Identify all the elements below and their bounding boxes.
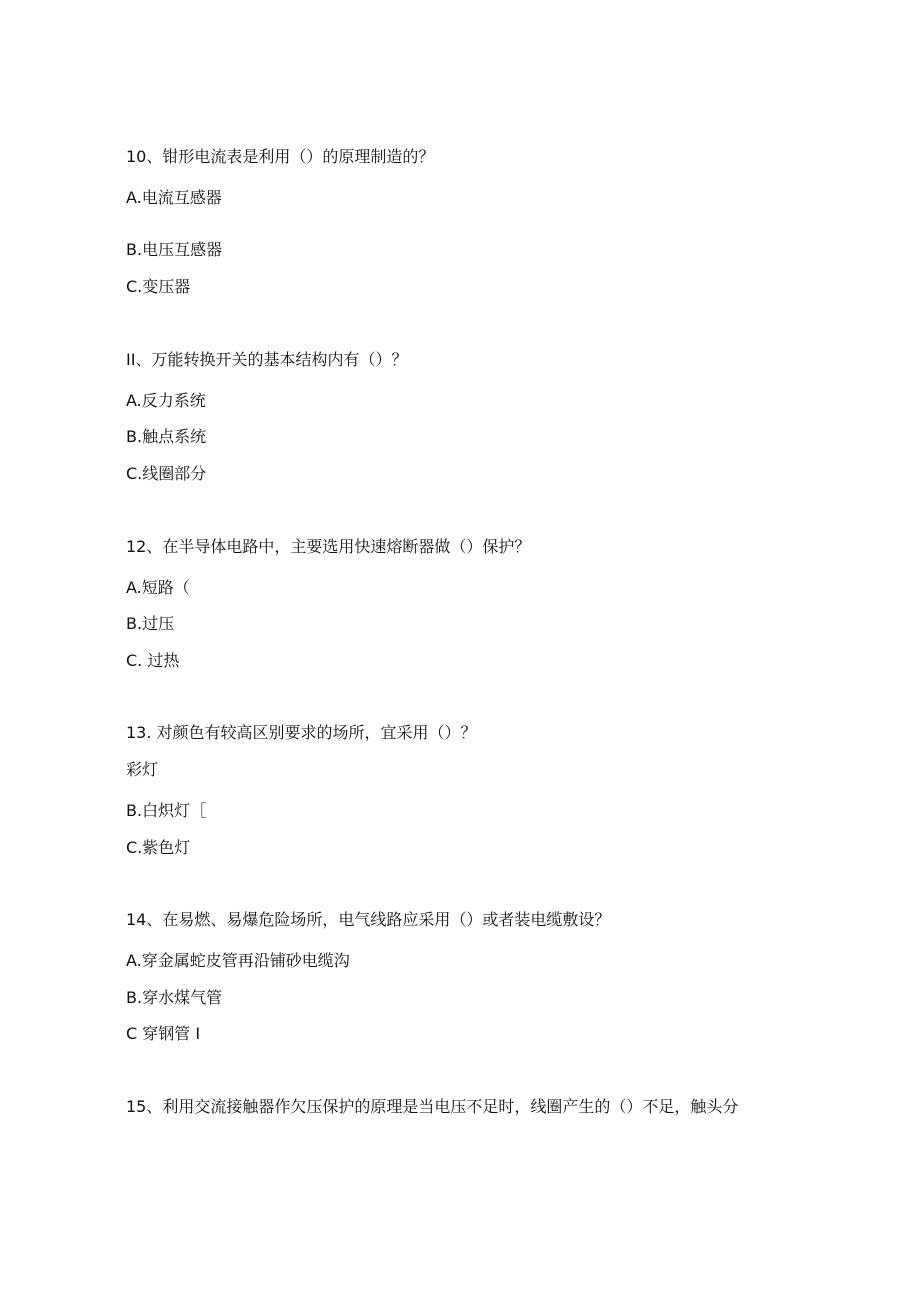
- question-14-option-b: B.穿水煤气管: [126, 988, 223, 1007]
- question-11-option-b: B.触点系统: [126, 427, 207, 446]
- question-12-text: 12、在半导体电路中，主要选用快速熔断器做（）保护？: [126, 537, 531, 556]
- question-12-option-a: A.短路（: [126, 578, 190, 597]
- question-10-option-a: A.电流互感器: [126, 188, 222, 207]
- question-10-text: 10、钳形电流表是利用（）的原理制造的？: [126, 147, 435, 166]
- question-11-option-a: A.反力系统: [126, 391, 206, 410]
- question-12-option-c: C. 过热: [126, 651, 180, 670]
- question-10-option-c: C.变压器: [126, 277, 191, 296]
- question-14-text: 14、在易燃、易爆危险场所，电气线路应采用（）或者装电缆敷设？: [126, 910, 611, 929]
- question-11-option-c: C.线圈部分: [126, 464, 207, 483]
- question-12-option-b: B.过压: [126, 614, 175, 633]
- question-11-text: II、万能转换开关的基本结构内有（）？: [126, 350, 408, 369]
- question-13-text: 13. 对颜色有较高区别要求的场所，宜采用（）？: [126, 723, 477, 742]
- question-14-option-a: A.穿金属蛇皮管再沿铺砂电缆沟: [126, 951, 350, 970]
- question-13-option-b: B.白炽灯［: [126, 801, 207, 820]
- question-14-option-c: C 穿钢管 I: [126, 1024, 201, 1043]
- question-13-option-c: C.紫色灯: [126, 838, 191, 857]
- question-15-text: 15、利用交流接触器作欠压保护的原理是当电压不足时，线圈产生的（）不足，触头分: [126, 1097, 739, 1116]
- question-10-option-b: B.电压互感器: [126, 240, 223, 259]
- question-13-option-a: 彩灯: [126, 760, 159, 779]
